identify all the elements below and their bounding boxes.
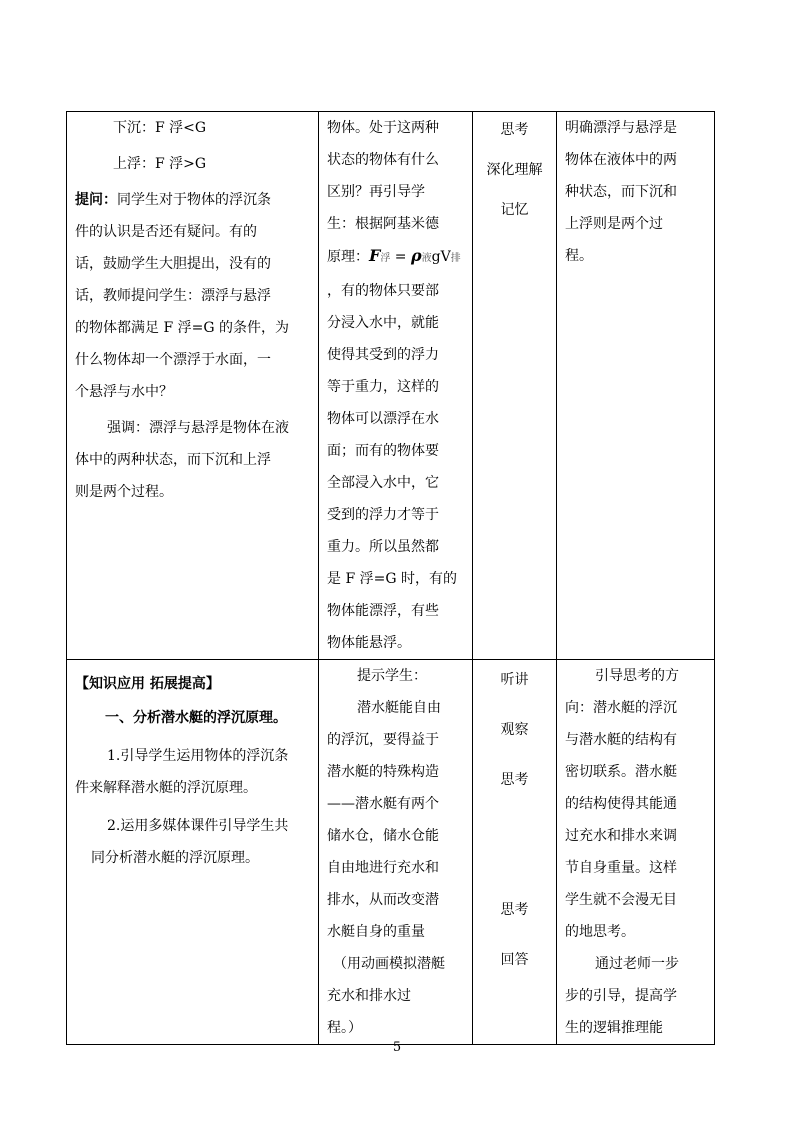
formula-rho: ρ xyxy=(411,246,422,265)
formula-rho-sub: 液 xyxy=(421,253,432,264)
text-line: 潜水艇的特殊构造 xyxy=(327,764,439,780)
text-line: 听讲 xyxy=(500,672,529,688)
emphasis-text: 强调：漂浮与悬浮是物体在液 xyxy=(107,420,289,436)
section-heading: 【知识应用 拓展提高】 xyxy=(75,676,220,692)
text-line: 个悬浮与水中？ xyxy=(75,384,173,400)
text-line: 自由地进行充水和 xyxy=(327,860,439,876)
design-intent-cell xyxy=(557,660,715,1045)
formula-V-sub: 排 xyxy=(450,253,461,264)
text-line: 与潜水艇的结构有 xyxy=(565,732,677,748)
text-line: 回答 xyxy=(500,952,529,968)
text-line: 物体在液体中的两 xyxy=(565,152,677,168)
formula-eq: = xyxy=(390,249,411,265)
text-line: 生的逻辑推理能 xyxy=(565,1020,663,1036)
text-line: 密切联系。潜水艇 xyxy=(565,764,677,780)
text-line: ——潜水艇有两个 xyxy=(327,796,439,812)
student-activity-cell xyxy=(473,660,557,1045)
formula-F: F xyxy=(369,246,381,265)
text-line: 程。 xyxy=(565,248,593,264)
teacher-guidance-cell xyxy=(319,660,473,1045)
text-line: 深化理解 xyxy=(486,162,543,178)
text-line: 使得其受到的浮力 xyxy=(327,347,439,363)
text-line: 分浸入水中，就能 xyxy=(327,315,439,331)
text-line: 件来解释潜水艇的浮沉原理。 xyxy=(75,780,257,796)
text-line: ，有的物体只要部 xyxy=(327,283,439,299)
formula-gV: gV xyxy=(431,249,451,265)
formula-F-sub: 浮 xyxy=(380,253,391,264)
text-line: 程。） xyxy=(327,1020,362,1036)
section-subheading: 一、分析潜水艇的浮沉原理。 xyxy=(105,710,287,726)
question-label: 提问： xyxy=(75,192,117,208)
text-line: 话，教师提问学生：漂浮与悬浮 xyxy=(75,288,271,304)
text-line: 生：根据阿基米德 xyxy=(327,216,439,232)
teacher-activity-cell xyxy=(67,112,319,660)
sink-condition: 下沉：F 浮<G xyxy=(113,120,207,136)
text-line: 通过老师一步 xyxy=(595,956,679,972)
text-line: 同分析潜水艇的浮沉原理。 xyxy=(91,850,259,866)
text-line: 明确漂浮与悬浮是 xyxy=(565,120,677,136)
text-line: 向：潜水艇的浮沉 xyxy=(565,700,677,716)
hint-label: 提示学生： xyxy=(357,668,427,684)
text-line: 状态的物体有什么 xyxy=(327,152,439,168)
page-number: 5 xyxy=(392,1040,402,1055)
formula-prefix: 原理： xyxy=(327,249,369,265)
archimedes-formula xyxy=(327,240,468,275)
text-line: 充水和排水过 xyxy=(327,988,411,1004)
text-line: 种状态，而下沉和 xyxy=(565,184,677,200)
text-line: 思考 xyxy=(500,122,529,138)
teacher-guidance-cell xyxy=(319,112,473,660)
text-line: 物体能漂浮，有些 xyxy=(327,603,439,619)
text-line: 物体。处于这两种 xyxy=(327,120,439,136)
table-row xyxy=(67,112,715,660)
text-line: 学生就不会漫无目 xyxy=(565,892,677,908)
float-condition: 上浮：F 浮>G xyxy=(113,156,207,172)
text-line: 水艇自身的重量 xyxy=(327,924,425,940)
text-line: 物体可以漂浮在水 xyxy=(327,411,439,427)
text-line: 的地思考。 xyxy=(565,924,635,940)
text-line: 储水仓，储水仓能 xyxy=(327,828,439,844)
text-line: 件的认识是否还有疑问。有的 xyxy=(75,224,257,240)
table-row xyxy=(67,660,715,1045)
text-line: 什么物体却一个漂浮于水面，一 xyxy=(75,352,271,368)
text-line: （用动画模拟潜艇 xyxy=(333,956,445,972)
text-line: 的物体都满足 F 浮=G 的条件，为 xyxy=(75,320,289,336)
text-line: 则是两个过程。 xyxy=(75,484,173,500)
text-line: 排水，从而改变潜 xyxy=(327,892,439,908)
text-line: 节自身重量。这样 xyxy=(565,860,677,876)
text-line: 全部浸入水中，它 xyxy=(327,475,439,491)
text-line: 体中的两种状态，而下沉和上浮 xyxy=(75,452,271,468)
text-line: 思考 xyxy=(500,772,529,788)
lesson-table xyxy=(66,111,715,1045)
text-line: 记忆 xyxy=(500,202,529,218)
text-line: 上浮则是两个过 xyxy=(565,216,663,232)
text-line: 1.引导学生运用物体的浮沉条 xyxy=(107,748,289,764)
text-line: 区别？再引导学 xyxy=(327,184,425,200)
text-line: 等于重力，这样的 xyxy=(327,379,439,395)
text-line: 面；而有的物体要 xyxy=(327,443,439,459)
design-intent-cell xyxy=(557,112,715,660)
teacher-activity-cell xyxy=(67,660,319,1045)
text-line: 潜水艇能自由 xyxy=(357,700,441,716)
text-line: 的浮沉，要得益于 xyxy=(327,732,439,748)
text-line: 观察 xyxy=(500,722,529,738)
text-line: 是 F 浮=G 时，有的 xyxy=(327,571,457,587)
text-line: 受到的浮力才等于 xyxy=(327,507,439,523)
text-line: 步的引导，提高学 xyxy=(565,988,677,1004)
text-line: 过充水和排水来调 xyxy=(565,828,677,844)
text-line: 引导思考的方 xyxy=(595,668,679,684)
question-text: 提问：同学生对于物体的浮沉条 xyxy=(75,192,271,208)
student-activity-cell xyxy=(473,112,557,660)
text-line: 话，鼓励学生大胆提出，没有的 xyxy=(75,256,271,272)
text-line: 的结构使得其能通 xyxy=(565,796,677,812)
text-line: 思考 xyxy=(500,902,529,918)
text-line: 物体能悬浮。 xyxy=(327,635,411,651)
text-line: 重力。所以虽然都 xyxy=(327,539,439,555)
text-line: 2.运用多媒体课件引导学生共 xyxy=(107,818,289,834)
